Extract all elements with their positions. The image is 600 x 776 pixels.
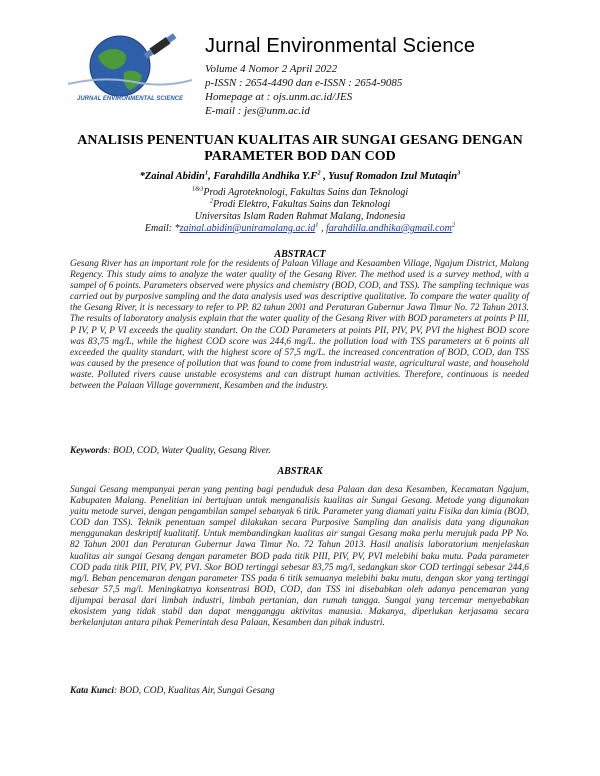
- email-link-1[interactable]: zainal.abidin@uniramalang.ac.id: [179, 223, 316, 234]
- affiliation-2-text: Prodi Elektro, Fakultas Sains dan Teknologi: [213, 199, 391, 210]
- email-label: Email: *: [144, 223, 180, 234]
- paper-title-line-1: ANALISIS PENENTUAN KUALITAS AIR SUNGAI GESANG DENGAN: [77, 133, 523, 148]
- email-1-sup: 1: [315, 221, 319, 229]
- affiliation-1-sup: 1&3: [191, 185, 204, 193]
- email-info: E-mail : jes@unm.ac.id: [205, 105, 310, 117]
- email-2-sup: 2: [451, 221, 456, 229]
- keywords-value: : BOD, COD, Water Quality, Gesang River.: [107, 446, 271, 456]
- author-sep-1: ,: [208, 171, 214, 182]
- university: Universitas Islam Raden Rahmat Malang, Indonesia: [194, 211, 406, 222]
- kata-kunci-value: : BOD, COD, Kualitas Air, Sungai Gesang: [114, 686, 275, 696]
- email-link-2[interactable]: farahdilla.andhika@gmail.com: [325, 223, 452, 234]
- author-sep-2: ,: [320, 171, 329, 182]
- homepage-info: Homepage at : ojs.unm.ac.id/JES: [205, 91, 353, 103]
- keywords-line: [70, 446, 529, 456]
- paper-title: [40, 133, 560, 165]
- abstract-text: Gesang River has an important role for the residents of Palaan Village and Kesaamben Village, Ngajum District, Malang Regency. This study aims to analyze the water quality of the Gesang River. The method used is a survey method, with a sampel of 6 points. Parameters observed were physics and chemistry (BOD, COD, and TSS). The sampling technique was carried out by purposive sampling and the data analysis used was descriptive qualitative. To compare the water quality of the Gesang River, it is necessary to refer to PP. 82 tahun 2001 and Peraturan Gubernur Jawa Timur No. 72 Tahun 2013. The results of laboratory analysis explain that the water quality of the Gesang River with BOD parameters at points P III, P IV, P V, P VI exceeds the quality standart. On the COD Parameters at points PII, PIV, PV, PVI the highest BOD score was 83,75 mg/L, while the highest COD score was 244,6 mg/L. the pollution load with TSS parameters at 6 points all exceeded the quality standart, with the highest score of 57,5 mg/L. the increased concentration of BOD, COD, dan TSS was caused by the presence of pollution that was found to come from industrial waste, agricultural waste, and household waste. Polluted rivers cause unstable ecosystems and can distrupt human activities. Therefore, continuous is needed between the Palaan Village government, Kesamben and the industry.: [70, 259, 529, 392]
- journal-logo: [64, 24, 196, 108]
- kata-kunci-label: Kata Kunci: [70, 686, 115, 696]
- abstrak-heading: ABSTRAK: [277, 466, 323, 477]
- affiliation-2-sup: 2: [209, 197, 214, 205]
- paper-title-line-2: PARAMETER BOD DAN COD: [204, 149, 396, 164]
- author-list: [40, 171, 560, 182]
- keywords-label: Keywords: [70, 446, 108, 456]
- author-3-sup: 3: [457, 169, 461, 177]
- affiliation-1-text: Prodi Agroteknologi, Fakultas Sains dan Teknologi: [203, 187, 409, 198]
- journal-title: Jurnal Environmental Science: [205, 35, 476, 57]
- author-3: Yusuf Romadon Izul Mutaqin: [328, 171, 458, 182]
- affiliation-1: [40, 187, 560, 198]
- author-1-sup: 1: [204, 169, 209, 177]
- abstrak-text: Sungai Gesang mempunyai peran yang penting bagi penduduk desa Palaan dan desa Kesamben, Kecamatan Ngajum, Kabupaten Malang. Penelitian ini bertujuan untuk menganalisis kualitas air Sungai Gesang. Metode yang digunakan yaitu metode survei, dengan pengambilan sampel sebanyak 6 titik. Parameter yang diamati yaitu Fisika dan kimia (BOD, COD dan TSS). Teknik penentuan sampel dilakukan secara Purposive Sampling dan analisis data yang digunakan menggunakan deskriptif kualitatif. Untuk membandingkan kualitas air sungai Gesang maka perlu merujuk pada PP No. 82 Tahun 2001 dan Peraturan Gubernur Jawa Timur No. 72 Tahun 2013. Hasil analisis laboratorium menjelaskan kualitas air sungai Gesang dengan parameter BOD pada titik PIII, PIV, PV, PVI melebihi baku mutu. Pada parameter COD pada titik PIII, PIV, PV, PVI. Skor BOD tertinggi sebesar 83,75 mg/l, sedangkan skor COD tertinggi sebesar 244,6 mg/l. Beban pencemaran dengan parameter TSS pada 6 titik semuanya melebihi baku mutu, dengan skor yang tertinggi sebesar 57,5 mg/l. Meningkatnya konsentrasi BOD, COD, dan TSS ini disebabkan oleh adanya pencemaran yang dijumpai berasal dari limbah industri, limbah pertanian, dan rumah tangga. Sungai yang tercemar menyebabkan ekosistem yang tidak stabil dan dapat mengganggu aktivitas manusia. Makanya, diperlukan kerjasama secara berkelanjutan antara pihak Pemerintah desa Palaan, Kesamben dan pihak industri.: [70, 485, 529, 629]
- abstract-heading: ABSTRACT: [274, 249, 326, 260]
- author-1: *Zainal Abidin: [139, 171, 205, 182]
- author-2-sup: 2: [317, 169, 321, 177]
- email-sep: ,: [318, 223, 326, 234]
- affiliation-2: [40, 199, 560, 210]
- issn-info: p-ISSN : 2654-4490 dan e-ISSN : 2654-9085: [205, 77, 403, 89]
- email-line: [40, 223, 560, 234]
- logo-text: JURNAL ENVIRONMENTAL SCIENCE: [76, 96, 183, 102]
- volume-info: Volume 4 Nomor 2 April 2022: [205, 63, 338, 75]
- author-2: Farahdilla Andhika Y.F: [213, 171, 318, 182]
- kata-kunci-line: [70, 686, 529, 696]
